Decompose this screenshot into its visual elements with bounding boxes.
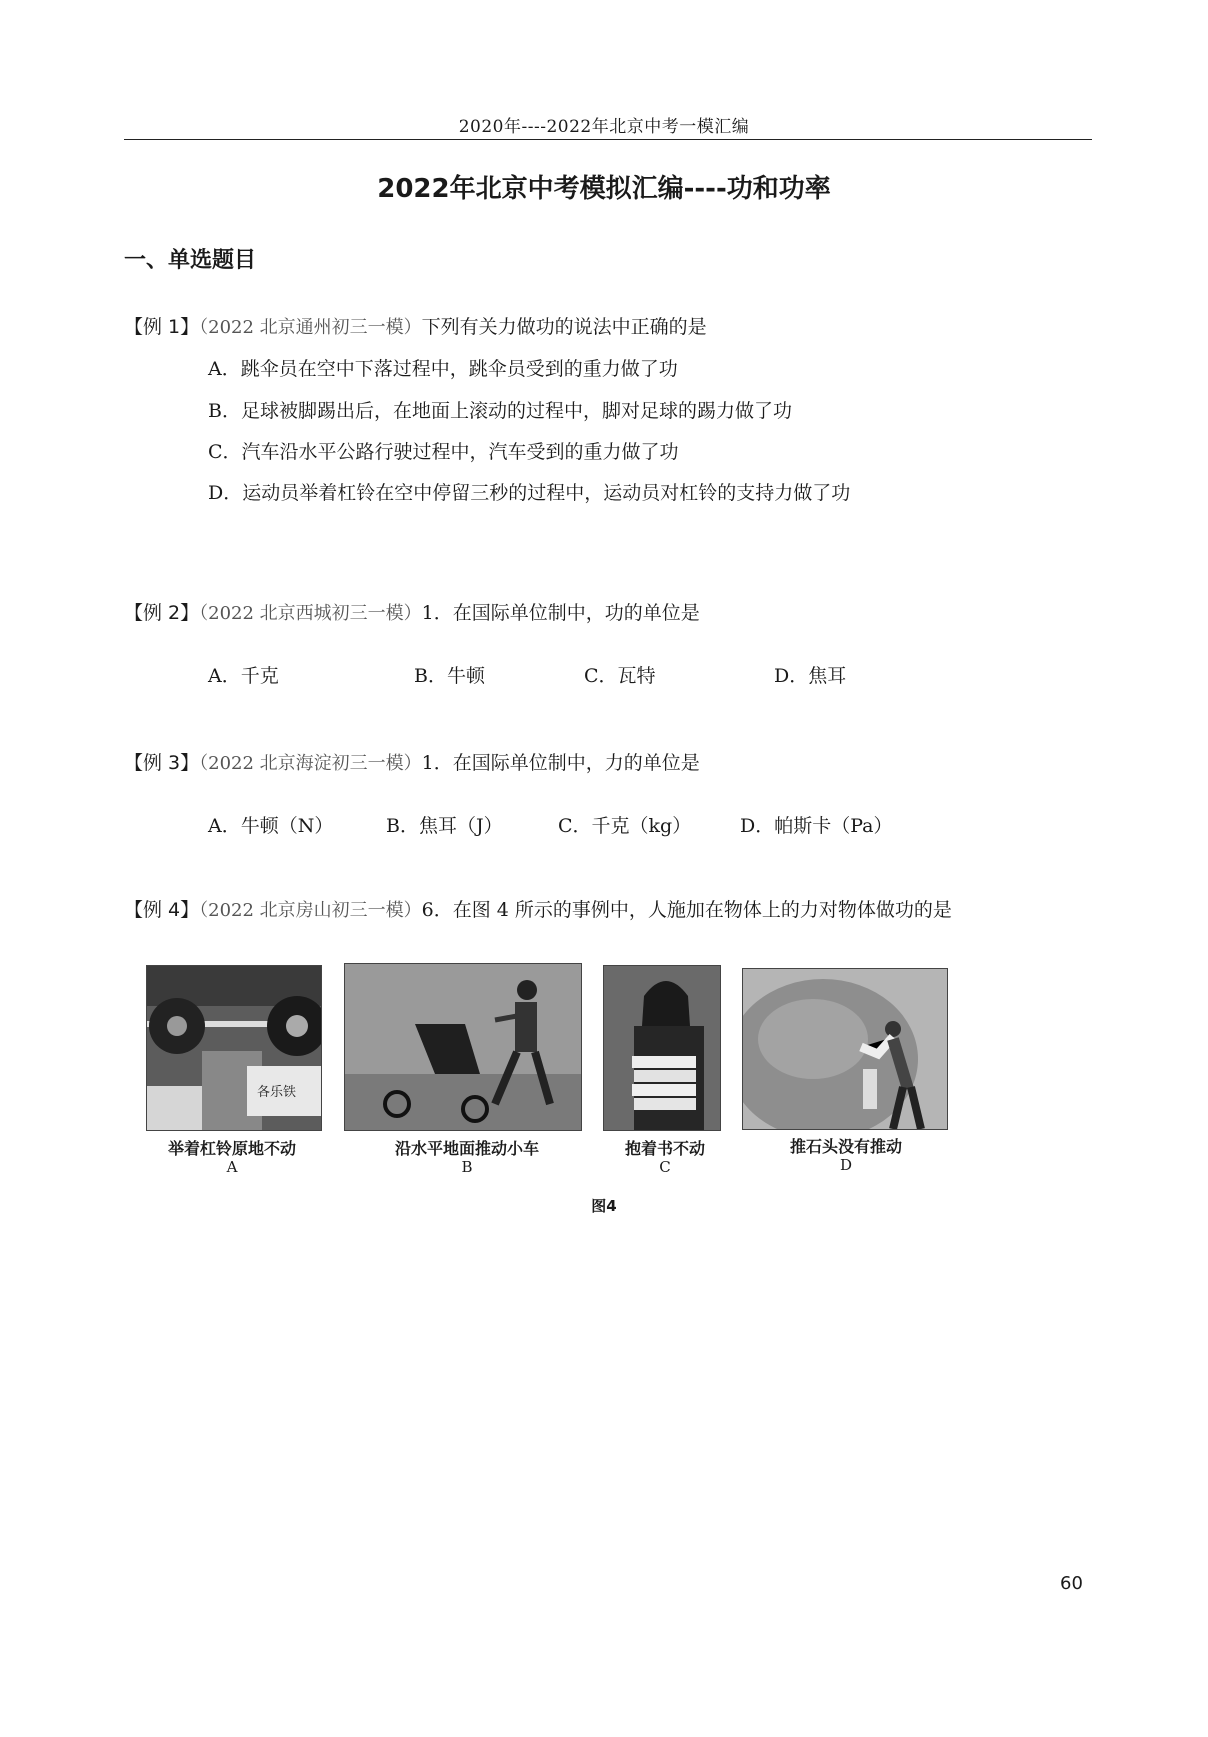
- question-3: [124, 748, 700, 775]
- figure-letter-d: D: [839, 1156, 853, 1174]
- option-a: A．千克: [208, 665, 279, 687]
- page-number: 60: [1060, 1573, 1083, 1594]
- photo-pushing-rock: [742, 968, 948, 1130]
- question-4: [124, 895, 952, 922]
- figure-label: 图4: [591, 1197, 617, 1215]
- option-a: A．牛顿（N）: [208, 815, 334, 837]
- figure-caption-d: 推石头没有推动: [789, 1137, 902, 1156]
- question-stem: 1．在国际单位制中，功的单位是: [421, 602, 700, 624]
- question-stem: 1．在国际单位制中，力的单位是: [421, 752, 700, 774]
- section-title: 一、单选题目: [124, 248, 257, 273]
- header-rule: [124, 139, 1092, 140]
- option-a: A．跳伞员在空中下落过程中，跳伞员受到的重力做了功: [208, 358, 678, 380]
- figure-letter-a: A: [226, 1158, 238, 1176]
- question-tag: 【例 2】: [124, 602, 200, 624]
- question-source: （2022 北京通州初三一模）: [199, 317, 422, 338]
- question-stem: 下列有关力做功的说法中正确的是: [421, 316, 707, 338]
- option-b: B．牛顿: [414, 665, 485, 687]
- running-header: 2020年----2022年北京中考一模汇编: [458, 117, 750, 137]
- question-tag: 【例 3】: [124, 752, 200, 774]
- question-2: [124, 598, 700, 625]
- question-stem: 6．在图 4 所示的事例中，人施加在物体上的力对物体做功的是: [421, 899, 952, 921]
- photo-banner-text: 各乐铁: [257, 1085, 297, 1100]
- photo-holding-books: [603, 965, 721, 1131]
- option-d: D．帕斯卡（Pa）: [740, 815, 893, 837]
- question-tag: 【例 1】: [124, 316, 200, 338]
- photo-weightlifter: [146, 965, 322, 1131]
- figure-caption-b: 沿水平地面推动小车: [394, 1139, 539, 1158]
- photo-stroller-push: [344, 963, 582, 1131]
- question-1: [124, 312, 707, 339]
- option-d: D．焦耳: [774, 665, 847, 687]
- figure-letter-c: C: [659, 1158, 671, 1176]
- figure-caption-c: 抱着书不动: [624, 1139, 705, 1158]
- question-source: （2022 北京西城初三一模）: [199, 603, 422, 624]
- option-c: C．汽车沿水平公路行驶过程中，汽车受到的重力做了功: [208, 441, 679, 463]
- figure-caption-a: 举着杠铃原地不动: [167, 1139, 296, 1158]
- figure-letter-b: B: [461, 1158, 473, 1176]
- page-title: 2022年北京中考模拟汇编----功和功率: [377, 174, 831, 204]
- option-d: D．运动员举着杠铃在空中停留三秒的过程中，运动员对杠铃的支持力做了功: [208, 482, 851, 504]
- option-c: C．瓦特: [584, 665, 656, 687]
- option-b: B．焦耳（J）: [386, 815, 503, 837]
- option-c: C．千克（kg）: [558, 815, 692, 837]
- question-tag: 【例 4】: [124, 899, 200, 921]
- question-source: （2022 北京海淀初三一模）: [199, 753, 422, 774]
- option-b: B．足球被脚踢出后，在地面上滚动的过程中，脚对足球的踢力做了功: [208, 400, 792, 422]
- question-source: （2022 北京房山初三一模）: [199, 900, 422, 921]
